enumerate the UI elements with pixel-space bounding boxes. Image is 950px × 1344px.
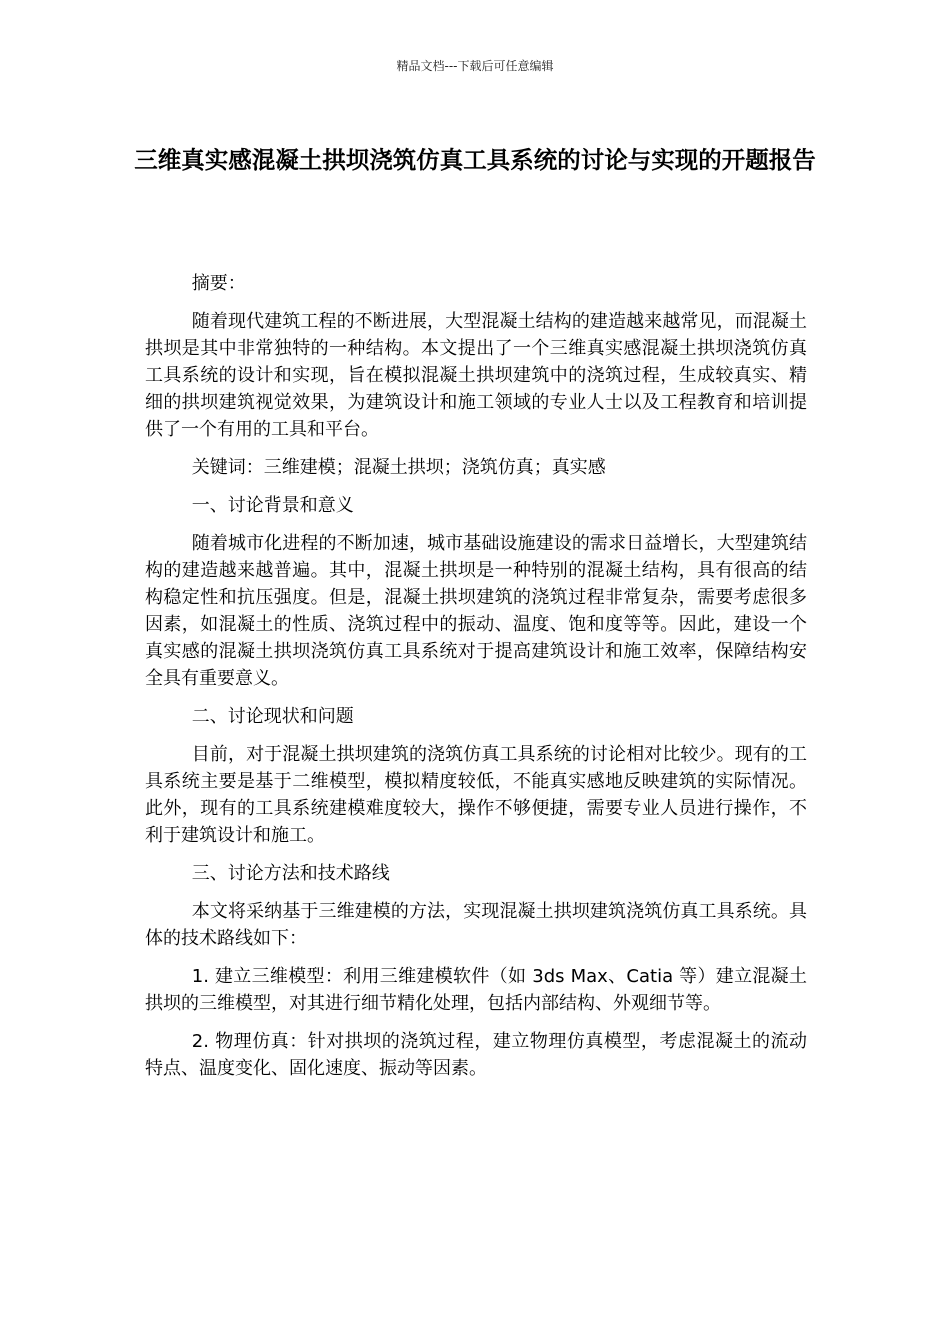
section-1-heading: 一、讨论背景和意义 [191,495,354,516]
abstract-paragraph: 随着现代建筑工程的不断进展，大型混凝土结构的建造越来越常见，而混凝土拱坝是其中非常独特的一种结构。本文提出了一个三维真实感混凝土拱坝浇筑仿真工具系统的设计和实现，旨在模拟混凝土拱坝建筑中的浇筑过程，生成较真实、精细的拱坝建筑视觉效果，为建筑设计和施工领域的专业人士以及工程教育和培训提供了一个有用的工具和平台。 [145,311,807,440]
section-2-paragraph: 目前，对于混凝土拱坝建筑的浇筑仿真工具系统的讨论相对比较少。现有的工具系统主要是基于二维模型，模拟精度较低，不能真实感地反映建筑的实际情况。此外，现有的工具系统建模难度较大，操作不够便捷，需要专业人员进行操作，不利于建筑设计和施工。 [145,744,807,846]
step-2-paragraph: 2. 物理仿真：针对拱坝的浇筑过程，建立物理仿真模型，考虑混凝土的流动特点、温度变化、固化速度、振动等因素。 [145,1031,807,1079]
document-body [145,270,807,1093]
section-1-paragraph: 随着城市化进程的不断加速，城市基础设施建设的需求日益增长，大型建筑结构的建造越来越普遍。其中，混凝土拱坝是一种特别的混凝土结构，具有很高的结构稳定性和抗压强度。但是，混凝土拱坝建筑的浇筑过程非常复杂，需要考虑很多因素，如混凝土的性质、浇筑过程中的振动、温度、饱和度等等。因此，建设一个真实感的混凝土拱坝浇筑仿真工具系统对于提高建筑设计和施工效率，保障结构安全具有重要意义。 [145,533,807,689]
document-title: 三维真实感混凝土拱坝浇筑仿真工具系统的讨论与实现的开题报告 [134,146,816,174]
page-header-watermark: 精品文档---下载后可任意编辑 [396,59,554,73]
section-3-heading: 三、讨论方法和技术路线 [191,863,390,884]
keywords-line: 关键词：三维建模；混凝土拱坝；浇筑仿真；真实感 [191,457,606,478]
section-3-paragraph: 本文将采纳基于三维建模的方法，实现混凝土拱坝建筑浇筑仿真工具系统。具体的技术路线如下： [145,901,807,949]
section-2-heading: 二、讨论现状和问题 [191,706,354,727]
step-1-paragraph: 1. 建立三维模型：利用三维建模软件（如 3ds Max、Catia 等）建立混凝土拱坝的三维模型，对其进行细节精化处理，包括内部结构、外观细节等。 [145,966,807,1014]
abstract-label: 摘要： [191,273,246,294]
